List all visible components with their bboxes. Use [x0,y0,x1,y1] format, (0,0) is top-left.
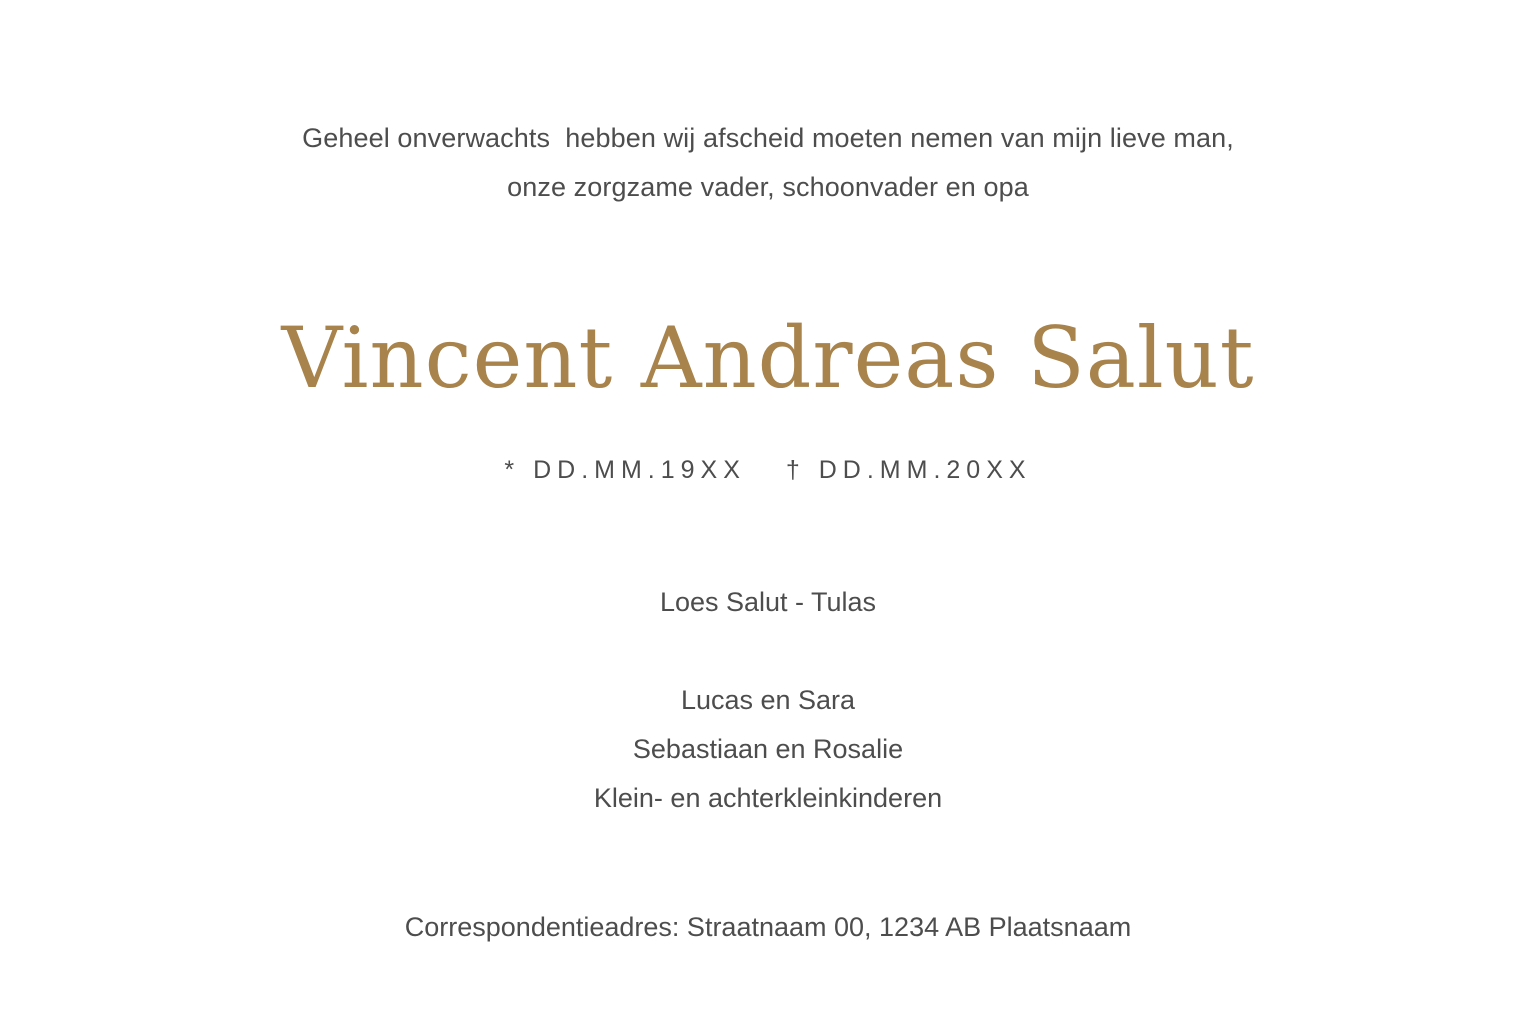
family-line: Lucas en Sara [680,685,856,715]
deceased-name: Vincent Andreas Salut [281,309,1255,407]
birth-date: * DD.MM.19XX [504,456,746,484]
correspondence-address: Correspondentieadres: Straatnaam 00, 1234 AB Plaatsnaam [404,912,1132,942]
spouse-name: Loes Salut - Tulas [659,587,877,617]
life-dates [0,450,1536,490]
intro-line-1: Geheel onverwachts hebben wij afscheid moeten nemen van mijn lieve man, [302,123,1234,153]
intro-text [0,114,1536,212]
family-line: Sebastiaan en Rosalie [632,734,904,764]
death-date: † DD.MM.20XX [785,456,1032,484]
family-line: Klein- en achterkleinkinderen [593,783,943,813]
intro-line-2: onze zorgzame vader, schoonvader en opa [507,172,1029,202]
